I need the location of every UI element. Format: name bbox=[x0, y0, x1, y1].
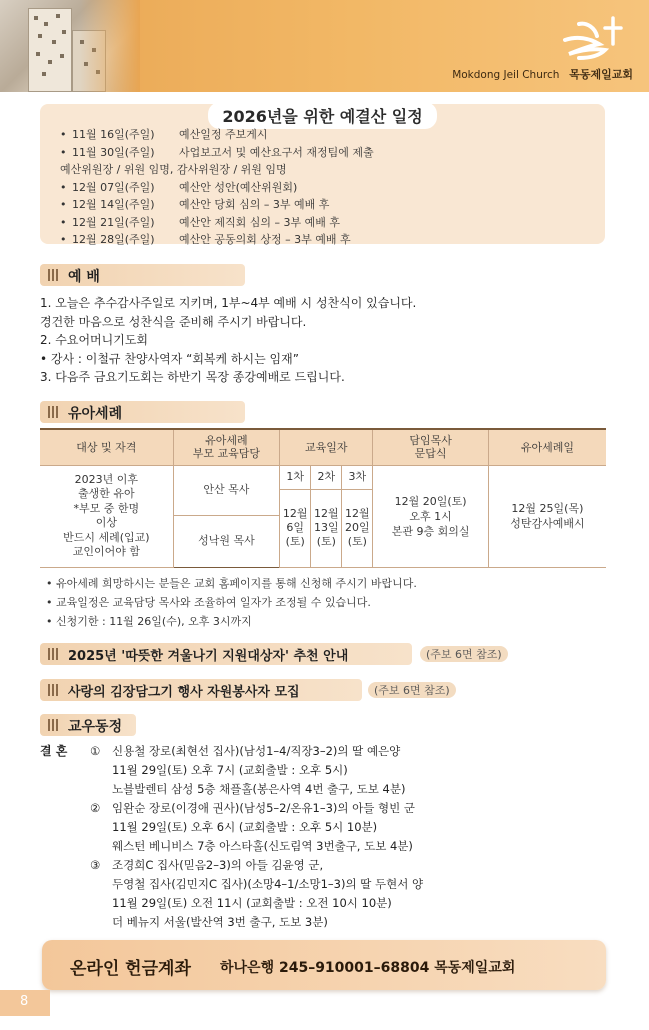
schedule-item: • 11월 30일(주일) 사업보고서 및 예산요구서 재정팀에 제출 bbox=[60, 145, 374, 159]
header-interview: 담임목사 문답식 bbox=[373, 429, 488, 465]
note-item: • 유아세례 희망하시는 분들은 교회 홈페이지를 통해 신청해 주시기 바랍니다. bbox=[46, 577, 417, 590]
dove-cross-icon bbox=[559, 14, 629, 60]
offering-account: 하나은행 245–910001–68804 목동제일교회 bbox=[220, 960, 516, 976]
session-label: 2차 bbox=[311, 465, 342, 489]
worship-line: 경건한 마음으로 성찬식을 준비해 주시기 바랍니다. bbox=[40, 314, 307, 329]
worship-content bbox=[40, 294, 416, 387]
session-label: 3차 bbox=[342, 465, 373, 489]
header-target: 대상 및 자격 bbox=[40, 429, 173, 465]
budget-schedule-box bbox=[40, 104, 605, 244]
date-cell: 12월 6일 (토) bbox=[280, 489, 311, 567]
section-title: 교우동정 bbox=[68, 719, 123, 735]
reference-note: (주보 6면 참조) bbox=[368, 682, 456, 698]
page-header bbox=[0, 0, 649, 92]
section-header-kimchi bbox=[40, 679, 362, 701]
section-bars-icon bbox=[48, 684, 60, 696]
news-item: ③ 조경희C 집사(믿음2–3)의 아들 김윤영 군, 두영철 집사(김민지C 집사)(소망4–1/소망1–3)의 딸 두현서 양 11월 29일(토) 오전 11시 (교회출발 : 오전 10시 10분) 더 베뉴지 서울(발산역 3번 출구, 도보 3분) bbox=[90, 858, 424, 929]
page-number: 8 bbox=[0, 990, 50, 1016]
section-title: 2025년 '따뜻한 겨울나기 지원대상자' 추천 안내 bbox=[68, 649, 349, 664]
worship-line: 2. 수요어머니기도회 bbox=[40, 333, 149, 347]
online-offering-bar bbox=[42, 940, 606, 990]
table-header-row bbox=[40, 429, 606, 465]
date-cell: 12월 13일 (토) bbox=[311, 489, 342, 567]
news-item: ① 신용철 장로(최현선 집사)(남성1–4/직장3–2)의 딸 예은양 11월 29일(토) 오후 7시 (교회출발 : 오후 5시) 노블발렌티 삼성 5층 채플홀(봉은사역 4번 출구, 도보 4분) bbox=[90, 744, 406, 796]
table-row bbox=[40, 465, 606, 489]
wedding-label: 결 혼 bbox=[40, 744, 68, 758]
schedule-item-continued: 예산위원장 / 위원 임명, 감사위원장 / 위원 임명 bbox=[60, 163, 287, 176]
section-header-baptism bbox=[40, 401, 245, 423]
worship-line: • 강사 : 이철규 찬양사역자 “회복케 하시는 임재” bbox=[40, 351, 299, 366]
offering-title: 온라인 헌금계좌 bbox=[70, 959, 191, 979]
section-title: 유아세례 bbox=[68, 406, 123, 422]
schedule-title: 2026년을 위한 예결산 일정 bbox=[208, 102, 436, 129]
interview-cell: 12월 20일(토) 오후 1시 본관 9층 회의실 bbox=[373, 465, 488, 567]
schedule-item: • 12월 21일(주일) 예산안 제직회 심의 – 3부 예배 후 bbox=[60, 215, 340, 229]
worship-line: 3. 다음주 금요기도회는 하반기 목장 종강예배로 드립니다. bbox=[40, 370, 345, 384]
schedule-item: • 12월 07일(주일) 예산안 성안(예산위원회) bbox=[60, 180, 298, 194]
note-item: • 신청기한 : 11월 26일(수), 오후 3시까지 bbox=[46, 615, 252, 628]
section-title: 사랑의 김장담그기 행사 자원봉사자 모집 bbox=[68, 685, 300, 700]
section-header-news bbox=[40, 714, 136, 736]
news-item: ② 임완순 장로(이경애 권사)(남성5–2/온유1–3)의 아들 형빈 군 11월 29일(토) 오후 6시 (교회출발 : 오후 5시 10분) 웨스턴 베니비스 7층 아스타홀(신도림역 3번출구, 도보 4분) bbox=[90, 801, 416, 853]
header-pastor: 유아세례 부모 교육담당 bbox=[173, 429, 280, 465]
church-name-ko: 목동제일교회 bbox=[569, 68, 633, 81]
pastor-cell: 성낙원 목사 bbox=[173, 515, 280, 567]
section-bars-icon bbox=[48, 269, 60, 281]
note-item: • 교육일정은 교육담당 목사와 조율하여 일자가 조정될 수 있습니다. bbox=[46, 596, 371, 609]
worship-line: 1. 오늘은 추수감사주일로 지키며, 1부~4부 예배 시 성찬식이 있습니다. bbox=[40, 296, 417, 310]
church-name bbox=[452, 66, 633, 82]
schedule-item: • 12월 14일(주일) 예산안 당회 심의 – 3부 예배 후 bbox=[60, 198, 330, 211]
section-header-worship bbox=[40, 264, 245, 286]
section-bars-icon bbox=[48, 406, 60, 418]
session-label: 1차 bbox=[280, 465, 311, 489]
pastor-cell: 안산 목사 bbox=[173, 465, 280, 515]
header-schedule: 교육일자 bbox=[280, 429, 373, 465]
section-bars-icon bbox=[48, 719, 60, 731]
church-building-photo bbox=[0, 0, 140, 92]
baptism-notes bbox=[46, 574, 417, 631]
section-bars-icon bbox=[48, 648, 60, 660]
target-cell: 2023년 이후 출생한 유아 *부모 중 한명 이상 반드시 세례(입교) 교인이어야 함 bbox=[40, 465, 173, 567]
baptism-table bbox=[40, 428, 606, 568]
baptism-day-cell: 12월 25일(목) 성탄감사예배시 bbox=[488, 465, 606, 567]
date-cell: 12월 20일 (토) bbox=[342, 489, 373, 567]
schedule-list bbox=[60, 126, 374, 249]
schedule-item: • 11월 16일(주일) 예산일정 주보게시 bbox=[60, 128, 268, 141]
schedule-item: • 12월 28일(주일) 예산안 공동의회 상정 – 3부 예배 후 bbox=[60, 233, 351, 246]
header-baptism-day: 유아세례일 bbox=[488, 429, 606, 465]
church-name-en: Mokdong Jeil Church bbox=[452, 69, 560, 81]
section-title: 예 배 bbox=[68, 269, 100, 285]
section-header-winter bbox=[40, 643, 412, 665]
reference-note: (주보 6면 참조) bbox=[420, 646, 508, 662]
